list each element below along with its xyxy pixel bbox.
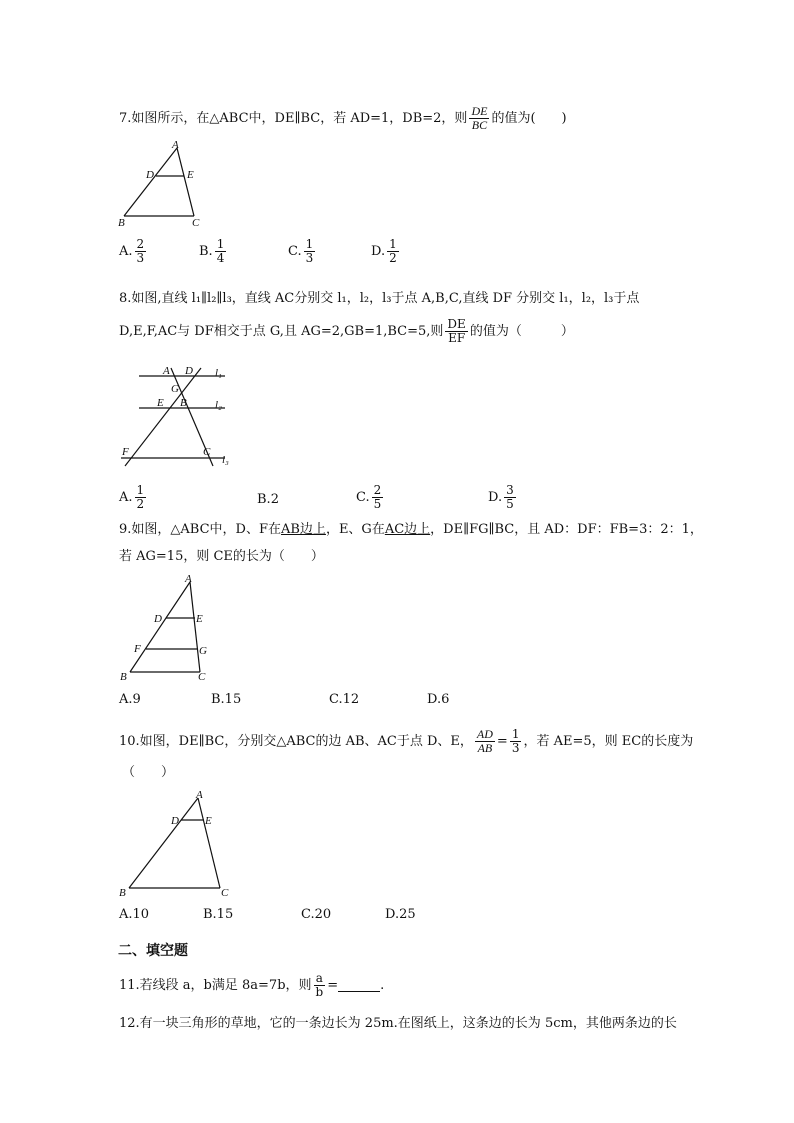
q8-option-a-letter: A.	[119, 490, 133, 505]
q12-stem: 12.有一块三角形的草地，它的一条边长为 25m.在图纸上，这条边的长为 5cm，其他两条边的长	[119, 1016, 677, 1031]
num: 2	[136, 237, 145, 251]
q7-label-b: B	[118, 217, 125, 229]
q11-stem	[119, 972, 384, 999]
q8-option-b-value: 2	[270, 492, 279, 507]
den: 2	[136, 497, 145, 511]
q9-line1-part-c: ，DE∥FG∥BC，且 AD：DF：FB=3：2：1，	[430, 522, 703, 537]
q7-stem	[119, 105, 567, 132]
q7-frac-num: DE	[471, 104, 488, 118]
q10-label-a: A	[196, 789, 203, 801]
q7-option-a-frac	[135, 238, 147, 265]
q9-triangle-figure	[114, 572, 214, 684]
q9-stem-line2: 若 AG=15，则 CE的长为（ ）	[119, 549, 324, 564]
q7-option-c-letter: C.	[288, 244, 302, 259]
den: 4	[216, 251, 225, 265]
q7-triangle-figure	[112, 138, 207, 230]
q10-label-d: D	[171, 815, 179, 827]
num: 2	[373, 483, 382, 497]
q8-label-e: E	[157, 397, 164, 409]
q10-option-b[interactable]: B.15	[203, 907, 234, 922]
q8-label-c: C	[203, 446, 211, 458]
q10-option-c[interactable]: C.20	[301, 907, 332, 922]
q8-option-a[interactable]	[119, 484, 148, 511]
den: 2	[389, 251, 397, 265]
q7-option-c[interactable]	[288, 238, 317, 265]
q7-option-c-frac	[304, 238, 316, 265]
q8-stem-line2-pre: D,E,F,AC与 DF相交于点 G,且 AG=2,GB=1,BC=5,则	[119, 323, 444, 339]
num: 3	[506, 483, 514, 497]
q9-label-f: F	[134, 643, 141, 655]
q8-label-g: G	[171, 383, 179, 395]
q7-label-a: A	[172, 139, 179, 151]
q8-frac-num: DE	[447, 317, 466, 331]
den: 5	[506, 497, 514, 511]
den: 5	[373, 497, 382, 511]
q8-option-d-letter: D.	[488, 490, 503, 505]
q11-equals: =	[327, 977, 339, 993]
q7-option-b-letter: B.	[199, 244, 213, 259]
q10-fraction-one-third	[510, 728, 522, 755]
q8-option-c[interactable]	[356, 484, 385, 511]
num: 1	[389, 237, 397, 251]
q9-line1-part-a: 9.如图，△ABC中，D、F在	[119, 522, 281, 537]
q10-option-d[interactable]: D.25	[385, 907, 416, 922]
q8-label-f: F	[122, 446, 129, 458]
q8-option-d[interactable]	[488, 484, 518, 511]
q8-stem-line2	[119, 318, 574, 345]
q7-option-b[interactable]	[199, 238, 228, 265]
q7-frac-den: BC	[471, 118, 488, 132]
q8-stem-line2-post: 的值为（ ）	[469, 323, 574, 339]
q9-option-c[interactable]: C.12	[329, 692, 360, 707]
q8-option-d-frac	[504, 484, 516, 511]
den: 3	[305, 251, 314, 265]
q8-label-b: B	[180, 397, 187, 409]
q10-stem-post: ，若 AE=5，则 EC的长度为	[523, 733, 694, 749]
q7-option-b-frac	[215, 238, 227, 265]
q10-frac1-num: AD	[476, 727, 493, 741]
q10-frac2-num: 1	[511, 727, 520, 741]
q7-option-d-frac	[387, 238, 399, 265]
q10-label-b: B	[119, 887, 126, 898]
q11-stem-pre: 11.若线段 a，b满足 8a=7b，则	[119, 977, 312, 993]
q7-stem-post: 的值为( )	[491, 110, 567, 126]
q8-option-a-frac	[135, 484, 147, 511]
q8-label-a: A	[163, 365, 170, 377]
q7-stem-pre: 7.如图所示，在△ABC中，DE∥BC，若 AD=1，DB=2，则	[119, 110, 468, 126]
q10-stem-line2: （ ）	[122, 765, 175, 780]
q7-label-c: C	[192, 217, 200, 229]
q10-label-e: E	[205, 815, 212, 827]
q8-parallel-lines-figure	[117, 362, 237, 470]
q10-equals: =	[496, 733, 508, 749]
q9-line1-underlined-ac: AC边上	[384, 522, 431, 537]
q7-option-d[interactable]	[371, 238, 401, 265]
q9-label-b: B	[120, 671, 127, 683]
q9-label-g: G	[199, 645, 207, 657]
q9-label-c: C	[198, 671, 206, 683]
q10-stem-line1	[119, 728, 693, 755]
num: 1	[305, 237, 314, 251]
den: 3	[136, 251, 145, 265]
q8-fraction	[445, 318, 467, 345]
q9-line1-part-b: ，E、G在	[325, 522, 385, 537]
q8-stem-line1: 8.如图,直线 l₁∥l₂∥l₃，直线 AC分别交 l₁，l₂，l₃于点 A,B,C,直线 DF 分别交 l₁，l₂，l₃于点	[119, 291, 640, 306]
q7-label-e: E	[187, 169, 194, 181]
q8-label-d: D	[185, 365, 193, 377]
q9-label-d: D	[154, 613, 162, 625]
q9-option-a[interactable]: A.9	[119, 692, 141, 707]
q7-fraction	[469, 105, 489, 132]
q7-option-d-letter: D.	[371, 244, 386, 259]
q8-label-l2: l₂	[215, 399, 222, 411]
q8-frac-den: EF	[448, 331, 466, 345]
q10-triangle-figure	[112, 786, 237, 898]
q8-option-c-letter: C.	[356, 490, 370, 505]
q8-option-b-letter: B.	[257, 492, 271, 507]
q9-option-d[interactable]: D.6	[427, 692, 450, 707]
q9-line1-underlined-ab: AB边上	[280, 522, 326, 537]
q10-option-a[interactable]: A.10	[119, 907, 150, 922]
q8-label-l1: l₁	[215, 367, 222, 379]
q9-label-e: E	[196, 613, 203, 625]
q8-option-b[interactable]	[257, 492, 279, 507]
q9-label-a: A	[185, 573, 192, 585]
q10-label-c: C	[221, 887, 229, 898]
q10-frac1-den: AB	[477, 741, 493, 755]
q10-stem-pre: 10.如图，DE∥BC，分别交△ABC的边 AB、AC于点 D、E，	[119, 733, 473, 749]
num: 1	[216, 237, 225, 251]
q10-fraction-ad-ab	[475, 728, 495, 755]
q7-option-a-letter: A.	[119, 244, 133, 259]
q11-answer-blank[interactable]	[338, 979, 380, 992]
num: 1	[136, 483, 145, 497]
q7-label-d: D	[146, 169, 154, 181]
q9-option-b[interactable]: B.15	[211, 692, 242, 707]
q11-period: .	[380, 977, 385, 993]
q8-option-c-frac	[372, 484, 384, 511]
q8-label-l3: l₃	[222, 454, 229, 466]
q11-frac-num: a	[315, 971, 323, 985]
q10-frac2-den: 3	[511, 741, 520, 755]
q9-stem-line1	[119, 522, 703, 538]
q11-frac-den: b	[315, 985, 324, 999]
q7-option-a[interactable]	[119, 238, 148, 265]
section-heading-fill-in: 二、填空题	[118, 943, 188, 959]
q11-fraction	[314, 972, 326, 999]
